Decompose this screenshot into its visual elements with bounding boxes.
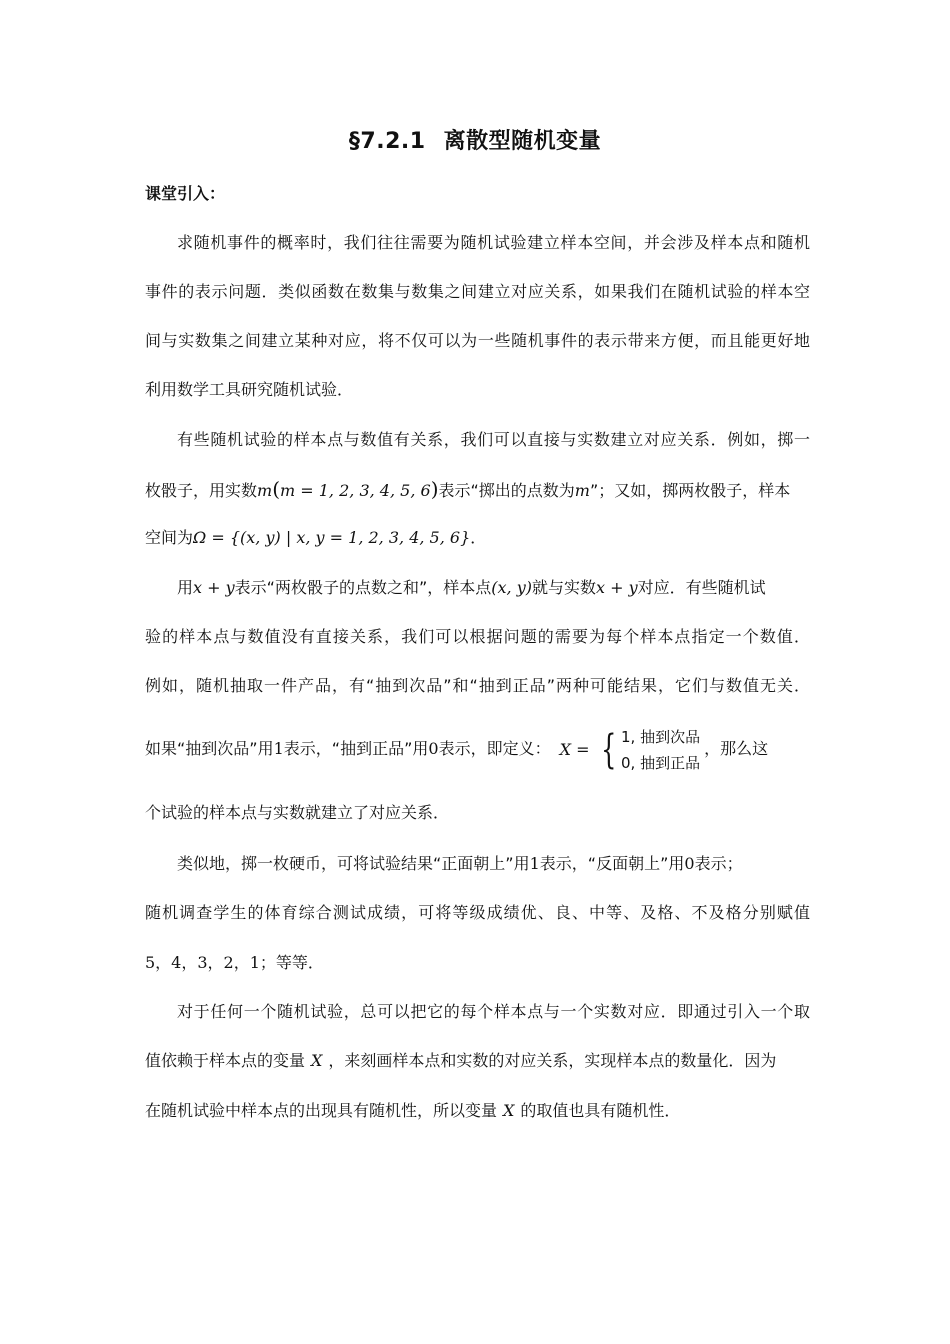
left-brace-icon: { — [600, 726, 616, 773]
para5-line2 — [145, 1049, 810, 1073]
para5-text-b: ，来刻画样本点和实数的对应关系，实现样本点的数量化．因为 — [328, 1051, 777, 1070]
math-paren-open: ( — [272, 477, 280, 501]
math-var-m: m — [257, 481, 273, 500]
para2-text-b: 表示“掷出的点数为 — [438, 481, 575, 500]
para4-text-b: 表示，“反面朝上”用 — [539, 854, 685, 873]
para1-line4: 利用数学工具研究随机试验． — [145, 380, 354, 399]
para2-line2 — [145, 477, 810, 503]
para4-text-etc: ；等等． — [259, 953, 324, 972]
para3-l4-text-b: 表示，“抽到正品”用 — [283, 739, 429, 758]
para4-line1 — [177, 852, 810, 876]
para1-line3: 间与实数集之间建立某种对应，将不仅可以为一些随机事件的表示带来方便，而且能更好地 — [145, 331, 810, 350]
para5-line1: 对于任何一个随机试验，总可以把它的每个样本点与一个实数对应．即通过引入一个取 — [177, 1002, 810, 1021]
para3-text-a: 用 — [177, 578, 194, 597]
para5-text-d: 的取值也具有随机性． — [520, 1101, 681, 1120]
math-point: (x, y) — [491, 578, 532, 597]
section-heading: 课堂引入： — [145, 184, 226, 203]
math-one: 1 — [273, 739, 284, 758]
para5-text-c: 在随机试验中样本点的出现具有随机性，所以变量 — [145, 1101, 498, 1120]
para1-line1: 求随机事件的概率时，我们往往需要为随机试验建立样本空间，并会涉及样本点和随机 — [177, 233, 810, 252]
math-var-m2: m — [574, 481, 590, 500]
para3-text-d: 对应．有些随机试 — [637, 578, 766, 597]
math-zero-coin: 0 — [684, 854, 695, 873]
section-number: §7.2.1 — [348, 129, 426, 154]
math-one-coin: 1 — [529, 854, 540, 873]
para5-text-a: 值依赖于样本点的变量 — [145, 1051, 306, 1070]
para3-l4-text-a: 如果“抽到次品”用 — [145, 739, 274, 758]
para4-text-c: 表示； — [694, 854, 743, 873]
math-set-m: m = 1, 2, 3, 4, 5, 6 — [280, 481, 431, 500]
math-X-def: X = — [559, 739, 590, 759]
para2-text-c: ”；又如，掷两枚骰子，样本 — [589, 481, 791, 500]
piecewise-definition — [560, 724, 700, 776]
para3-l4-text-d: ，那么这 — [704, 739, 769, 758]
para2-text-space: 空间为 — [145, 528, 194, 547]
math-paren-close: ) — [430, 477, 439, 501]
para3-line4 — [145, 723, 810, 775]
grade-values: 5，4，3，2，1 — [145, 953, 260, 972]
para2-text-a: 枚骰子，用实数 — [145, 481, 258, 500]
math-sample-space: Ω = {(x, y) | x, y = 1, 2, 3, 4, 5, 6} — [193, 528, 471, 547]
para1-line2: 事件的表示问题．类似函数在数集与数集之间建立对应关系，如果我们在随机试验的样本空 — [145, 282, 810, 301]
para5-line3 — [145, 1099, 810, 1123]
para2-text-period: ． — [470, 528, 487, 547]
para2-line1: 有些随机试验的样本点与数值有关系，我们可以直接与实数建立对应关系．例如，掷一 — [177, 430, 810, 449]
case-2: 0, 抽到正品 — [621, 753, 701, 772]
math-sum-1: x + y — [193, 578, 235, 597]
math-var-X: X — [311, 1051, 323, 1070]
math-sum-2: x + y — [595, 578, 638, 597]
para3-line3: 例如，随机抽取一件产品，有“抽到次品”和“抽到正品”两种可能结果，它们与数值无关． — [145, 676, 810, 695]
para4-line2: 随机调查学生的体育综合测试成绩，可将等级成绩优、良、中等、及格、不及格分别赋值 — [145, 903, 810, 922]
para3-line1 — [177, 576, 810, 600]
math-var-X2: X — [503, 1101, 515, 1120]
page-title — [0, 124, 950, 155]
para2-line3 — [145, 526, 810, 550]
para3-text-c: 就与实数 — [531, 578, 596, 597]
case-1: 1, 抽到次品 — [621, 727, 701, 746]
para3-line2: 验的样本点与数值没有直接关系，我们可以根据问题的需要为每个样本点指定一个数值． — [145, 627, 810, 646]
cases-block — [621, 724, 700, 776]
para3-l4-text-c: 表示，即定义： — [438, 739, 551, 758]
para3-line5: 个试验的样本点与实数就建立了对应关系． — [145, 803, 450, 822]
para3-text-b: 表示“两枚骰子的点数之和”，样本点 — [234, 578, 492, 597]
para4-text-a: 类似地，掷一枚硬币，可将试验结果“正面朝上”用 — [177, 854, 530, 873]
math-zero: 0 — [428, 739, 439, 758]
title-text: 离散型随机变量 — [443, 129, 602, 154]
para4-line3 — [145, 951, 810, 975]
